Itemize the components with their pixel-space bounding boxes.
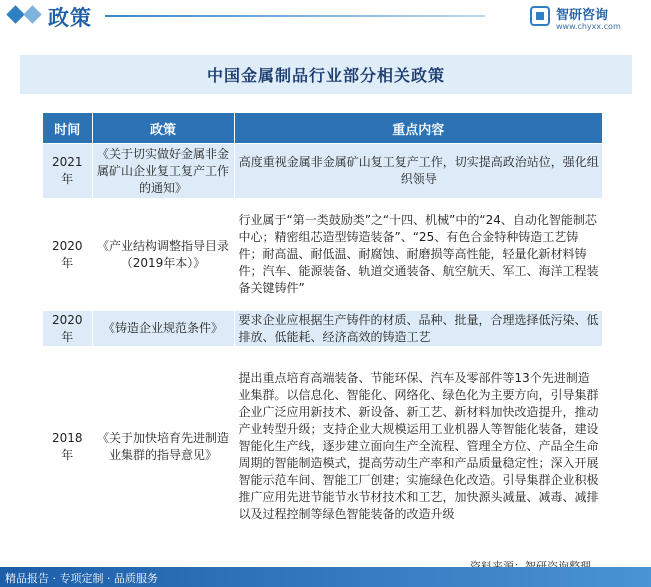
row-policy: 《关于加快培育先进制造业集群的指导意见》 [92, 347, 234, 547]
table-header-row [43, 113, 602, 144]
row-policy: 《产业结构调整指导目录（2019年本）》 [92, 199, 234, 311]
diamond-icon [6, 5, 24, 23]
row-policy: 《关于切实做好金属非金属矿山企业复工复产工作的通知》 [92, 144, 234, 199]
footer-slogan: 精品报告 · 专项定制 · 品质服务 [5, 572, 158, 585]
brand-logo-block [530, 4, 648, 34]
row-content: 高度重视金属非金属矿山复工复产工作，切实提高政治站位，强化组织领导 [234, 144, 602, 199]
page-header [0, 0, 651, 36]
column-header-policy: 政策 [92, 113, 234, 144]
table-row [43, 199, 602, 311]
row-content: 提出重点培育高端装备、节能环保、汽车及零部件等13个先进制造业集群。以信息化、智能化、网络化、绿色化为主要方向，引导集群企业广泛应用新技术、新设备、新工艺、新材料加快改造提升，推动产业转型升级；支持企业大规模运用工业机器人等智能化装备，建设智能化生产线，逐步建立面向生产全流程、管理全方位、产品全生命周期的智能制造模式，提高劳动生产率和产品质量稳定性；深入开展智能示范车间、智能工厂创建；实施绿色化改造。引导集群企业积极推广应用先进节能节水节材技术和工艺，加快源头减量、减毒、减排以及过程控制等绿色智能装备的改造升级 [234, 347, 602, 547]
row-content: 行业属于“第一类鼓励类”之“十四、机械”中的“24、自动化智能制芯中心；精密组芯造型铸造装备”、“25、有色合金特种铸造工艺铸件；耐高温、耐低温、耐腐蚀、耐磨损等高性能，轻量化新材料铸件；汽车、能源装备、轨道交通装备、航空航天、军工、海洋工程装备关键铸件” [234, 199, 602, 311]
row-year: 2020年 [43, 311, 92, 347]
section-title: 政策 [48, 6, 92, 30]
diamond-icon-light [23, 5, 41, 23]
policy-table [43, 113, 602, 547]
brand-logo-icon [530, 6, 550, 26]
brand-name: 智研咨询 [556, 8, 609, 23]
column-header-time: 时间 [43, 113, 92, 144]
brand-url: www.chyxx.com [556, 22, 621, 31]
row-year: 2018年 [43, 347, 92, 547]
row-policy: 《铸造企业规范条件》 [92, 311, 234, 347]
table-title-banner: 中国金属制品行业部分相关政策 [20, 55, 632, 94]
header-divider [105, 15, 485, 17]
table-row [43, 311, 602, 347]
table-row [43, 144, 602, 199]
row-year: 2021年 [43, 144, 92, 199]
footer-bar [0, 567, 651, 587]
column-header-content: 重点内容 [234, 113, 602, 144]
row-content: 要求企业应根据生产铸件的材质、品种、批量，合理选择低污染、低排放、低能耗、经济高效的铸造工艺 [234, 311, 602, 347]
table-row [43, 347, 602, 547]
row-year: 2020年 [43, 199, 92, 311]
